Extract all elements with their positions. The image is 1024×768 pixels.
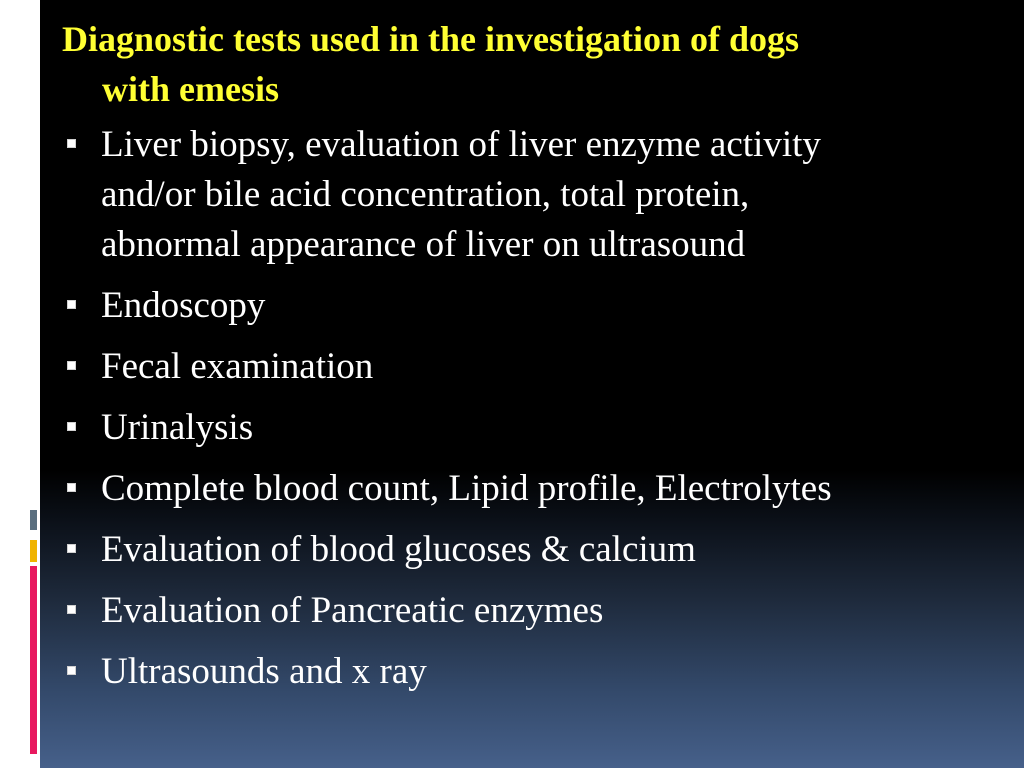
accent-bar-pink xyxy=(30,566,37,754)
square-bullet-icon xyxy=(67,483,76,492)
left-decorative-strip xyxy=(0,0,40,768)
square-bullet-icon xyxy=(67,361,76,370)
square-bullet-icon xyxy=(67,300,76,309)
square-bullet-icon xyxy=(67,422,76,431)
bullet-list xyxy=(62,120,962,708)
bullet-item-glucose-calcium xyxy=(62,525,962,575)
square-bullet-icon xyxy=(67,544,76,553)
bullet-text-line3: abnormal appearance of liver on ultrasound xyxy=(101,224,746,265)
square-bullet-icon xyxy=(67,666,76,675)
decorative-vertical-lines xyxy=(980,14,1020,104)
bullet-text: Urinalysis xyxy=(101,407,254,448)
bullet-text: Endoscopy xyxy=(101,285,266,326)
slide-title xyxy=(62,14,962,114)
bullet-item-urinalysis xyxy=(62,403,962,453)
bullet-text-line2: and/or bile acid concentration, total protein, xyxy=(101,174,750,215)
bullet-item-pancreatic-enzymes xyxy=(62,586,962,636)
bullet-item-ultrasounds xyxy=(62,647,962,697)
bullet-text: Complete blood count, Lipid profile, Electrolytes xyxy=(101,468,832,509)
square-bullet-icon xyxy=(67,605,76,614)
bullet-text: Evaluation of Pancreatic enzymes xyxy=(101,590,604,631)
slide-title-line1: Diagnostic tests used in the investigation of dogs xyxy=(62,19,800,59)
square-bullet-icon xyxy=(67,139,76,148)
bullet-item-fecal-examination xyxy=(62,342,962,392)
bullet-text: Evaluation of blood glucoses & calcium xyxy=(101,529,696,570)
slide-title-line2: with emesis xyxy=(102,69,279,109)
bullet-text-line1: Liver biopsy, evaluation of liver enzyme activity xyxy=(101,124,821,165)
bullet-text: Fecal examination xyxy=(101,346,374,387)
bullet-item-blood-count xyxy=(62,464,962,514)
accent-bar-yellow xyxy=(30,540,37,562)
accent-bar-gray xyxy=(30,510,37,530)
bullet-item-endoscopy xyxy=(62,281,962,331)
bullet-item-liver-biopsy xyxy=(62,120,962,270)
bullet-text: Ultrasounds and x ray xyxy=(101,651,427,692)
